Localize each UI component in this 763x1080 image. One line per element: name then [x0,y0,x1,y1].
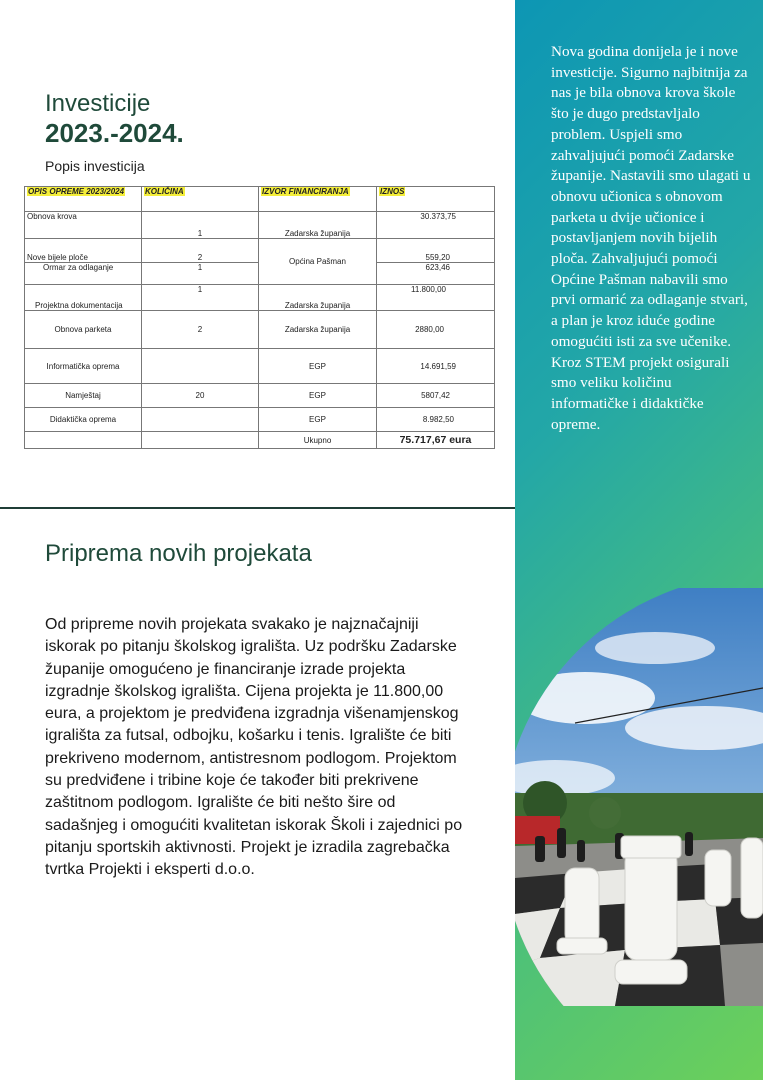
source-cell: Zadarska županija [259,311,377,349]
desc-cell: Projektna dokumentacija [25,285,142,311]
source-cell: Općina Pašman [259,239,377,285]
table-header-row [25,187,495,212]
qty-cell: 2 [142,239,259,263]
column-header: KOLIČINA [142,187,259,212]
desc-cell: Informatička oprema [25,349,142,384]
source-cell: EGP [259,408,377,432]
column-header: OPIS OPREME 2023/2024 [25,187,142,212]
table-subtitle: Popis investicija [45,158,145,174]
desc-cell: Didaktička oprema [25,408,142,432]
amount-cell: 559,20 [377,239,495,263]
table-row [25,239,495,263]
empty-cell [142,432,259,449]
sidebar-text: Nova godina donijela je i nove investicije. Sigurno najbitnija za nas je bila obnova krova škole što je dugo predstavljalo problem. Uspjeli smo zahvaljujući pomoći Zadarske županije. Nastavili smo ulagati u obnovu učionica s obnovom parketa u dvije učionice i postavljanjem novih bijelih ploča. Zahvaljujući pomoći Općine Pašman nabavili smo prvi ormarić za odlaganje stvari, a plan je kroz iduće godine omogućiti isti za sve učenike. Kroz STEM projekt osigurali smo veliku količinu informatičke i didaktičke opreme. [551,43,751,433]
qty-cell: 1 [142,285,259,311]
total-label: Ukupno [259,432,377,449]
amount-cell: 11.800,00 [377,285,495,311]
qty-cell: 20 [142,384,259,408]
total-value: 75.717,67 eura [377,432,495,449]
desc-cell: Obnova parketa [25,311,142,349]
column-header: IZVOR FINANCIRANJA [259,187,377,212]
desc-cell: Ormar za odlaganje [25,263,142,285]
section-body: Od pripreme novih projekata svakako je najznačajniji iskorak po pitanju školskog igrališta. Uz podršku Zadarske županije omogućeno je financiranje izrade projekta izgradnje školskog igrališta. Cijena projekta je 11.800,00 eura, a projektom je predviđena izgradnja višenamjenskog igrališta za futsal, odbojku, košarku i tenis. Igralište će biti prekriveno modernom, antistresnom podlogom. Projektom su predviđene i tribine koje će također biti prekrivene zaštitnom podlogom. Igralište će biti nešto šire od sadašnjeg i omogućiti kvalitetan iskorak Školi i zajednici po pitanju sportskih aktivnosti. Projekt je izradila zagrebačka tvrtka Projekti i eksperti d.o.o. [45,616,463,879]
page-title-line2: 2023.-2024. [45,118,184,148]
table-row [25,311,495,349]
table-row [25,212,495,239]
desc-cell: Nove bijele ploče [25,239,142,263]
column-header: IZNOS [377,187,495,212]
table-row [25,285,495,311]
table-row [25,384,495,408]
amount-cell: 30.373,75 [377,212,495,239]
investment-table [24,186,495,449]
amount-cell: 5807,42 [377,384,495,408]
table-total-row [25,432,495,449]
qty-cell: 1 [142,263,259,285]
source-cell: EGP [259,384,377,408]
source-cell: EGP [259,349,377,384]
qty-cell [142,349,259,384]
amount-cell: 2880,00 [377,311,495,349]
chess-playground-photo [515,588,763,1006]
empty-cell [25,432,142,449]
section-divider [0,507,515,509]
qty-cell: 1 [142,212,259,239]
amount-cell: 14.691,59 [377,349,495,384]
source-cell: Zadarska županija [259,212,377,239]
desc-cell: Obnova krova [25,212,142,239]
qty-cell [142,408,259,432]
table-row [25,408,495,432]
page-title-line1: Investicije [45,90,151,117]
amount-cell: 8.982,50 [377,408,495,432]
qty-cell: 2 [142,311,259,349]
source-cell: Zadarska županija [259,285,377,311]
section-title: Priprema novih projekata [45,540,312,567]
amount-cell: 623,46 [377,263,495,285]
table-row [25,349,495,384]
desc-cell: Namještaj [25,384,142,408]
